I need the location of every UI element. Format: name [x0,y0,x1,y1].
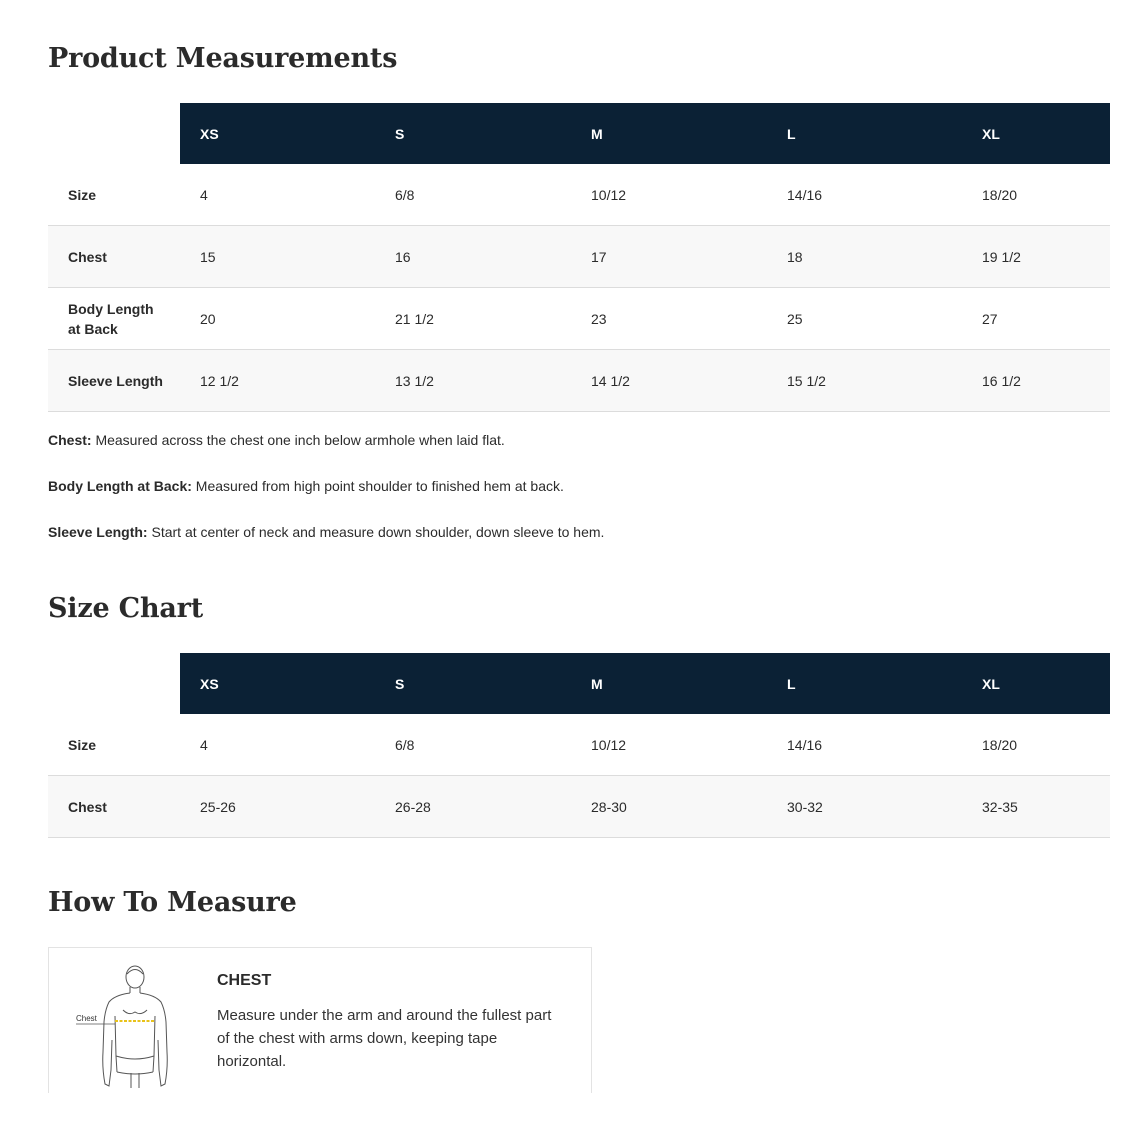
table-cell: 15 [180,226,375,288]
note-term: Chest: [48,432,92,448]
table-cell: 16 1/2 [962,350,1110,412]
note-chest [48,432,1110,448]
table-cell: 30-32 [767,776,962,838]
note-body-length [48,478,1110,494]
table-cell: 17 [571,226,767,288]
column-header: S [375,103,571,164]
measure-card-chest [48,947,592,1093]
note-term: Sleeve Length: [48,524,148,540]
size-chart-heading: Size Chart [48,593,203,624]
table-cell: 28-30 [571,776,767,838]
table-cell: 15 1/2 [767,350,962,412]
measure-description: Measure under the arm and around the fullest part of the chest with arms down, keeping tape horizontal. [217,1007,552,1070]
column-header: XL [962,103,1110,164]
measure-title: CHEST [217,972,272,989]
table-cell: 13 1/2 [375,350,571,412]
table-cell: 10/12 [571,164,767,226]
table-cell: 10/12 [571,714,767,776]
table-cell: 4 [180,164,375,226]
table-row [48,288,1110,350]
table-cell: 14/16 [767,714,962,776]
note-text: Measured from high point shoulder to finished hem at back. [191,478,564,494]
table-cell: 23 [571,288,767,350]
column-header: XS [180,653,375,714]
column-header: S [375,653,571,714]
table-header-row [48,653,1110,714]
column-header: L [767,653,962,714]
size-chart-table [48,653,1110,838]
note-text: Measured across the chest one inch below armhole when laid flat. [91,432,505,448]
product-measurements-table [48,103,1110,412]
row-header: Chest [48,776,180,838]
table-cell: 21 1/2 [375,288,571,350]
row-header: Size [48,714,180,776]
column-header: XL [962,653,1110,714]
table-cell: 20 [180,288,375,350]
table-cell: 18/20 [962,164,1110,226]
table-row [48,164,1110,226]
table-cell: 25-26 [180,776,375,838]
table-cell: 14/16 [767,164,962,226]
note-sleeve-length [48,524,1110,540]
row-header: Body Length at Back [48,288,180,350]
table-cell: 26-28 [375,776,571,838]
header-corner [48,103,180,164]
table-cell: 18 [767,226,962,288]
measurement-notes [48,432,1110,570]
product-measurements-heading: Product Measurements [48,43,398,74]
table-row [48,226,1110,288]
how-to-measure-heading: How To Measure [48,887,297,918]
table-cell: 25 [767,288,962,350]
note-text: Start at center of neck and measure down shoulder, down sleeve to hem. [147,524,605,540]
table-row [48,776,1110,838]
column-header: XS [180,103,375,164]
table-cell: 32-35 [962,776,1110,838]
table-cell: 6/8 [375,164,571,226]
row-header: Sleeve Length [48,350,180,412]
table-row [48,350,1110,412]
table-header-row [48,103,1110,164]
column-header: M [571,653,767,714]
header-corner [48,653,180,714]
table-cell: 18/20 [962,714,1110,776]
table-cell: 6/8 [375,714,571,776]
table-cell: 14 1/2 [571,350,767,412]
row-header: Chest [48,226,180,288]
table-cell: 16 [375,226,571,288]
table-cell: 12 1/2 [180,350,375,412]
table-cell: 27 [962,288,1110,350]
column-header: L [767,103,962,164]
figure-label: Chest [76,1014,97,1023]
table-row [48,714,1110,776]
table-cell: 19 1/2 [962,226,1110,288]
table-cell: 4 [180,714,375,776]
chest-measure-figure-icon [71,960,201,1094]
row-header: Size [48,164,180,226]
note-term: Body Length at Back: [48,478,192,494]
column-header: M [571,103,767,164]
